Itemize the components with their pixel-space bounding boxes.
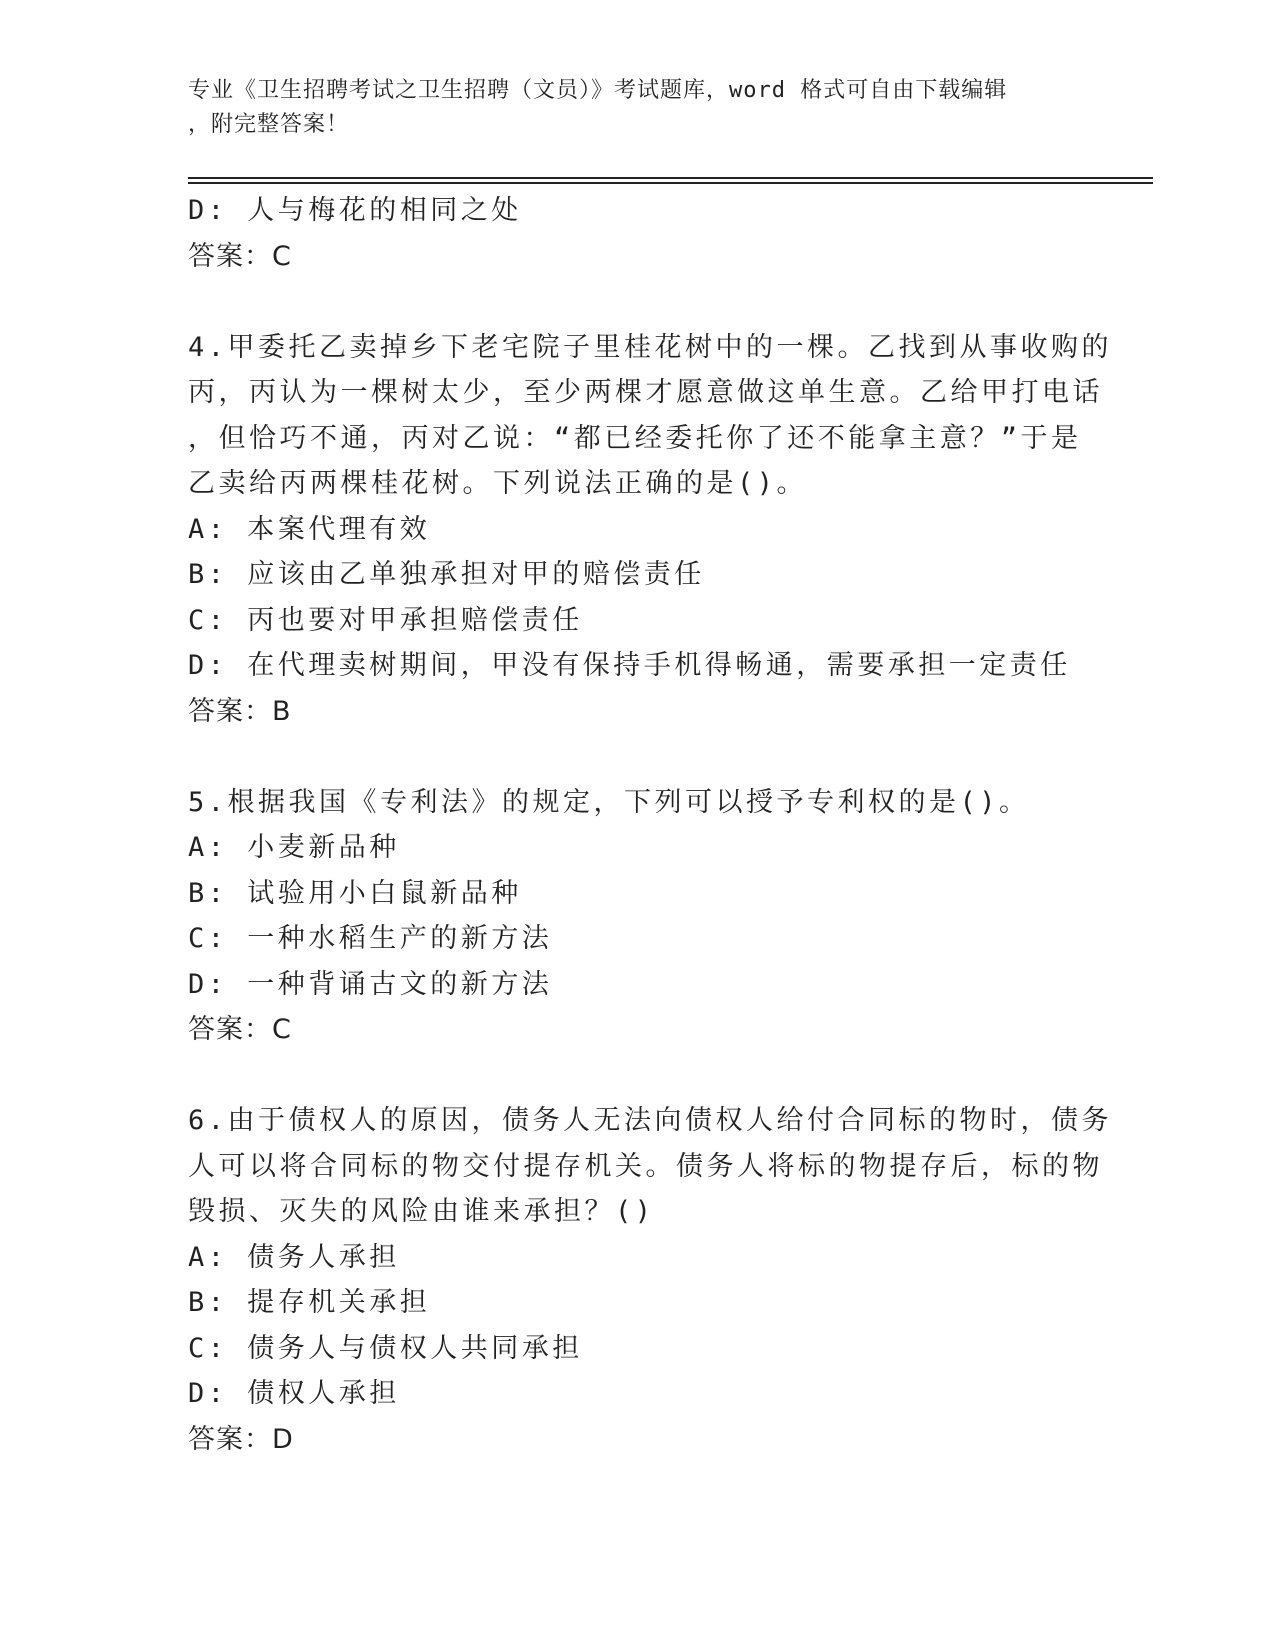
question-stem: 丙，丙认为一棵树太少，至少两棵才愿意做这单生意。乙给甲打电话	[188, 377, 1103, 408]
header-line-2: ，附完整答案！	[188, 112, 350, 137]
question-stem: 毁损、灭失的风险由谁来承担？()	[188, 1196, 655, 1227]
header-line-1: 专业《卫生招聘考试之卫生招聘（文员）》考试题库，word 格式可自由下载编辑	[188, 78, 1008, 103]
question-stem: 人可以将合同标的物交付提存机关。债务人将标的物提存后，标的物	[188, 1150, 1103, 1182]
document-body	[188, 188, 1113, 1462]
continued-question	[188, 188, 1088, 279]
header-divider-top	[188, 177, 1153, 179]
question-stem: 乙卖给丙两棵桂花树。下列说法正确的是()。	[188, 468, 808, 499]
answer-line: 答案：C	[188, 240, 292, 272]
option-d: D: 人与梅花的相同之处	[188, 195, 522, 226]
option-a: A: 小麦新品种	[188, 832, 400, 863]
header-divider-bottom	[188, 182, 1153, 184]
option-b: B: 应该由乙单独承担对甲的赔偿责任	[188, 559, 705, 590]
option-b: B: 试验用小白鼠新品种	[188, 877, 522, 909]
option-c: C: 债务人与债权人共同承担	[188, 1332, 583, 1364]
page-header	[188, 74, 1068, 142]
question-6	[188, 1098, 1113, 1462]
option-a: A: 债务人承担	[188, 1241, 400, 1273]
option-d: D: 债权人承担	[188, 1378, 400, 1409]
spacer	[188, 1053, 1088, 1099]
question-4	[188, 325, 1113, 735]
answer-line: 答案：D	[188, 1423, 294, 1455]
option-a: A: 本案代理有效	[188, 513, 431, 545]
spacer	[188, 279, 1088, 325]
question-stem: 4.甲委托乙卖掉乡下老宅院子里桂花树中的一棵。乙找到从事收购的	[188, 331, 1113, 363]
spacer	[188, 734, 1088, 780]
question-stem: 6.由于债权人的原因，债务人无法向债权人给付合同标的物时，债务	[188, 1105, 1113, 1136]
question-5	[188, 780, 1088, 1053]
option-d: D: 在代理卖树期间，甲没有保持手机得畅通，需要承担一定责任	[188, 650, 1071, 681]
option-d: D: 一种背诵古文的新方法	[188, 968, 553, 1000]
question-stem: ，但恰巧不通，丙对乙说：“都已经委托你了还不能拿主意？”于是	[188, 422, 1082, 454]
option-b: B: 提存机关承担	[188, 1287, 431, 1318]
option-c: C: 一种水稻生产的新方法	[188, 923, 553, 954]
answer-line: 答案：C	[188, 1014, 292, 1045]
answer-line: 答案：B	[188, 695, 292, 727]
option-c: C: 丙也要对甲承担赔偿责任	[188, 604, 583, 636]
question-stem: 5.根据我国《专利法》的规定，下列可以授予专利权的是()。	[188, 786, 1030, 818]
